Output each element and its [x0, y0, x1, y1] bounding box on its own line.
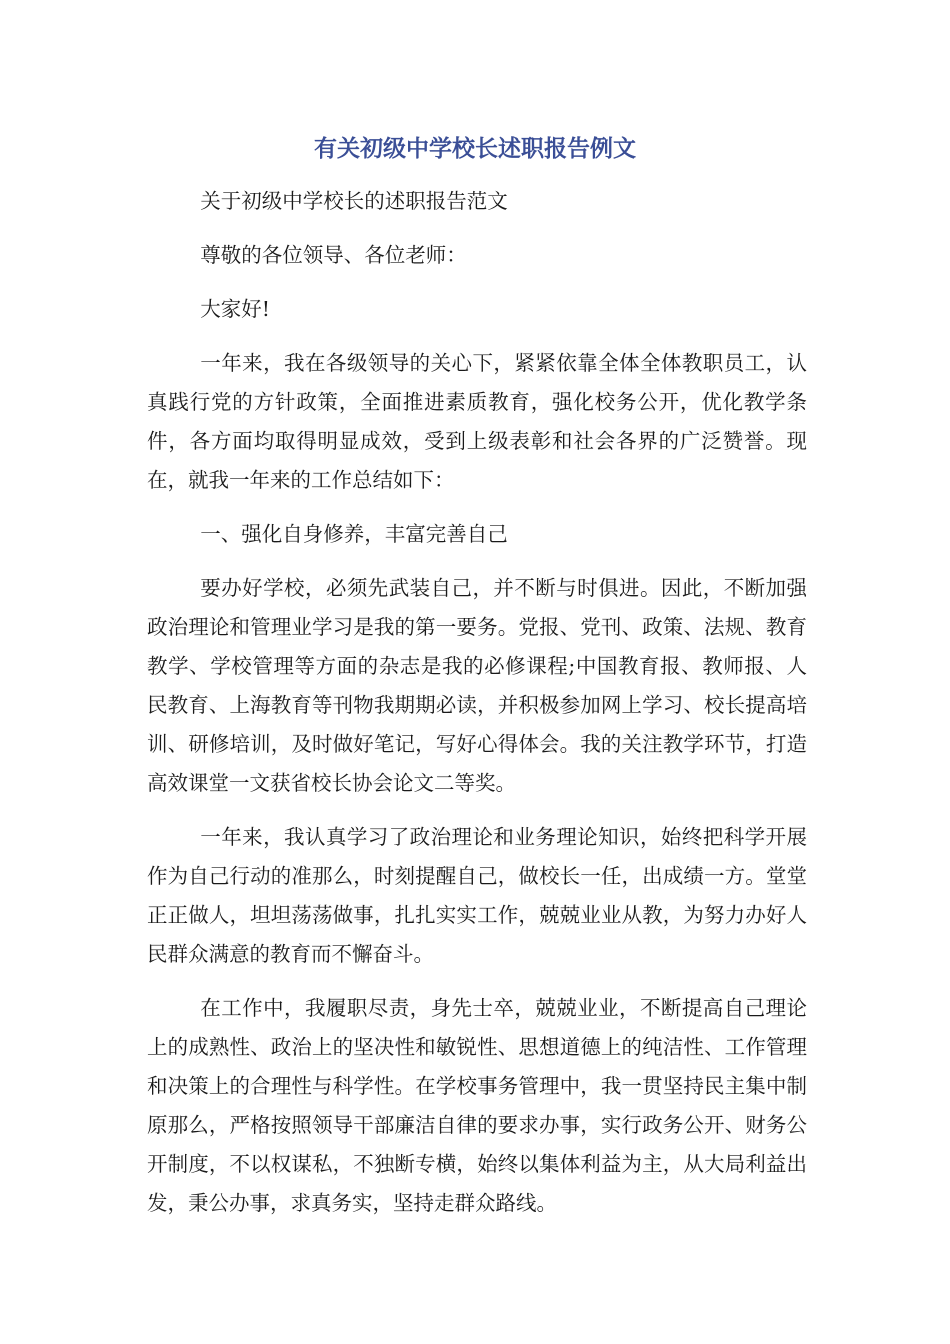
- document-body: [147, 182, 807, 1238]
- paragraph-salutation: 尊敬的各位领导、各位老师：: [200, 243, 467, 267]
- section-heading-1: 一、强化自身修养，丰富完善自己: [200, 522, 508, 546]
- paragraph-subtitle: 关于初级中学校长的述职报告范文: [200, 189, 508, 213]
- document-title: 有关初级中学校长述职报告例文: [314, 136, 636, 162]
- paragraph-greeting: 大家好!: [200, 297, 271, 321]
- paragraph-work: 在工作中，我履职尽责，身先士卒，兢兢业业，不断提高自己理论上的成熟性、政治上的坚决性和敏锐性、思想道德上的纯洁性、工作管理和决策上的合理性与科学性。在学校事务管理中，我一贯坚持民主集中制原那么，严格按照领导干部廉洁自律的要求办事，实行政务公开、财务公开制度，不以权谋私，不独断专横，始终以集体利益为主，从大局利益出发，秉公办事，求真务实，坚持走群众路线。: [147, 996, 807, 1215]
- paragraph-theory: 一年来，我认真学习了政治理论和业务理论知识，始终把科学开展作为自己行动的准那么，时刻提醒自己，做校长一任，出成绩一方。堂堂正正做人，坦坦荡荡做事，扎扎实实工作，兢兢业业从教，为努力办好人民群众满意的教育而不懈奋斗。: [147, 825, 807, 966]
- paragraph-intro: 一年来，我在各级领导的关心下，紧紧依靠全体全体教职员工，认真践行党的方针政策，全面推进素质教育，强化校务公开，优化教学条件，各方面均取得明显成效，受到上级表彰和社会各界的广泛赞誉。现在，就我一年来的工作总结如下：: [147, 351, 807, 492]
- paragraph-study: 要办好学校，必须先武装自己，并不断与时俱进。因此，不断加强政治理论和管理业学习是我的第一要务。党报、党刊、政策、法规、教育教学、学校管理等方面的杂志是我的必修课程;中国教育报、教师报、人民教育、上海教育等刊物我期期必读，并积极参加网上学习、校长提高培训、研修培训，及时做好笔记，写好心得体会。我的关注教学环节，打造高效课堂一文获省校长协会论文二等奖。: [147, 576, 807, 795]
